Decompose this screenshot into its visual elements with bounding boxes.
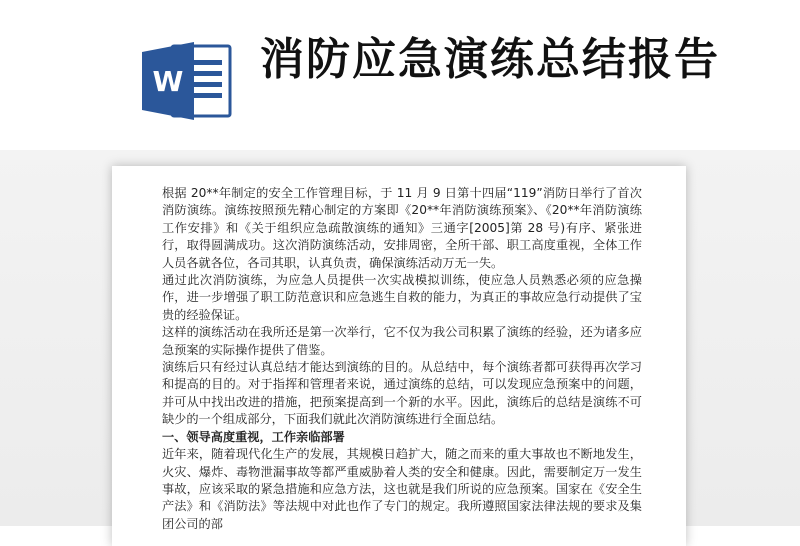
word-document-icon (142, 40, 234, 122)
svg-text:W: W (152, 65, 184, 98)
paragraph-5: 近年来，随着现代化生产的发展，其规模日趋扩大，随之而来的重大事故也不断地发生，火灾、爆炸、毒物泄漏事故等都严重威胁着人类的安全和健康。因此，需要制定万一发生事故，应该采取的紧急措施和应急方法，这也就是我们所说的应急预案。国家在《安全生产法》和《消防法》等法规中对此也作了专门的规定。我所遵照国家法律法规的要求及集团公司的部 (162, 447, 642, 531)
section-heading-1: 一、领导高度重视，工作亲临部署 (162, 429, 345, 444)
page-title: 消防应急演练总结报告 (260, 34, 720, 85)
paragraph-3: 这样的演练活动在我所还是第一次举行，它不仅为我公司积累了演练的经验，还为诸多应急预案的实际操作提供了借鉴。 (162, 325, 642, 357)
paragraph-1: 根据 20**年制定的安全工作管理目标，于 11 月 9 日第十四届“119”消防日举行了首次消防演练。演练按照预先精心制定的方案即《20**年消防演练预案》、《20**年消防演练工作安排》和《关于组织应急疏散演练的通知》三通字[2005]第 28 号)有序、紧张进行，取得圆满成功。这次消防演练活动，安排周密，全所干部、职工高度重视，全体工作人员各就各位，各司其职，认真负责，确保演练活动万无一失。 (162, 186, 642, 270)
paragraph-2: 通过此次消防演练，为应急人员提供一次实战模拟训练，使应急人员熟悉必须的应急操作，进一步增强了职工防范意识和应急逃生自救的能力，为真正的事故应急行动提供了宝贵的经验保证。 (162, 273, 642, 322)
paragraph-4: 演练后只有经过认真总结才能达到演练的目的。从总结中，每个演练者都可获得再次学习和提高的目的。对于指挥和管理者来说，通过演练的总结，可以发现应急预案中的问题，并可从中找出改进的措施，把预案提高到一个新的水平。因此，演练后的总结是演练不可缺少的一个组成部分，下面我们就此次消防演练进行全面总结。 (162, 360, 642, 427)
header (0, 0, 800, 150)
document-content (162, 185, 642, 533)
